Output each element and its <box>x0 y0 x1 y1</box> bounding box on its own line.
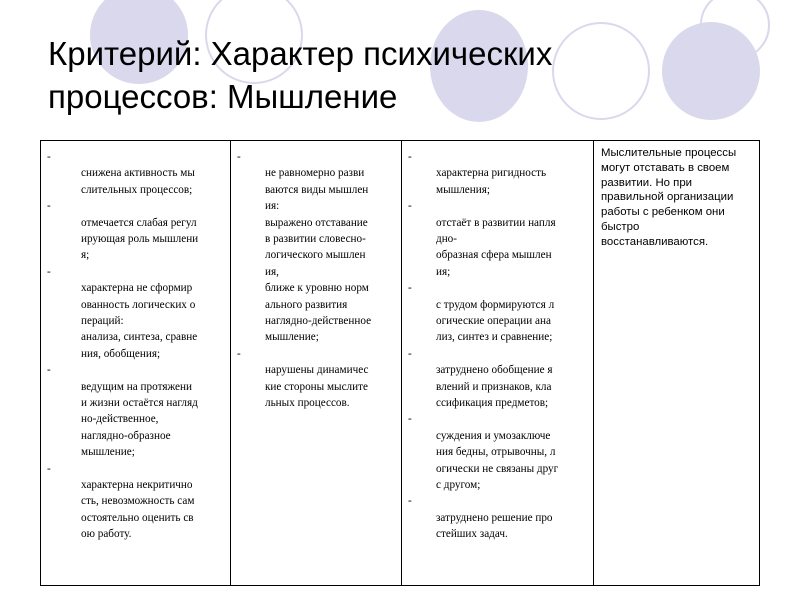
list-item <box>237 149 395 346</box>
list-item <box>47 264 224 362</box>
content-table <box>40 140 760 586</box>
list-item-text: отмечается слабая регул ирующая роль мышлени я; <box>81 216 199 262</box>
list-item-text: снижена активность мы слительных процессов; <box>81 167 195 196</box>
bullet-marker: - <box>47 151 51 163</box>
bullet-marker: - <box>408 413 412 426</box>
list-item <box>237 346 395 412</box>
bullet-marker: - <box>408 347 412 360</box>
list-item <box>408 411 587 493</box>
list-item-text: характерна ригидность мышления; <box>436 167 547 196</box>
list-item <box>47 362 224 460</box>
list-item-text: с трудом формируются л огические операции ана лиз, синтез и сравнение; <box>436 298 555 344</box>
list-item <box>47 149 224 198</box>
table-column-2 <box>231 141 402 585</box>
list-item <box>408 280 587 346</box>
list-item-text: затруднено обобщение я влений и признаков, кла ссификация предметов; <box>436 364 553 410</box>
list-item-text: отстаёт в развитии напля дно- образная сфера мышлен ия; <box>436 216 556 278</box>
bullet-marker: - <box>408 151 412 163</box>
list-item <box>408 198 587 280</box>
bullet-marker: - <box>408 200 412 213</box>
slide-title: Критерий: Характер психических процессов: Мышление <box>48 35 553 115</box>
list-item-text: ведущим на протяжени и жизни остаётся нагляд но-действенное, наглядно-образное мышление; <box>81 380 198 459</box>
bullet-marker: - <box>47 462 51 475</box>
list-item <box>47 198 224 264</box>
list-item-text: затруднено решение про стейших задач. <box>436 511 553 541</box>
bullet-marker: - <box>408 495 412 508</box>
list-item-text: нарушены динамичес кие стороны мыслите льных процессов. <box>265 364 369 410</box>
list-item-text: характерна не сформир ованность логических о пераций: анализа, синтеза, сравне ния, обобщения; <box>81 282 198 360</box>
table-column-4 <box>594 141 759 585</box>
list-item <box>408 346 587 412</box>
bullet-marker: - <box>47 200 51 213</box>
table-column-1 <box>41 141 231 585</box>
list-item-text: характерна некритично сть, невозможность сам остоятельно оценить св ою работу. <box>81 479 195 541</box>
bullet-marker: - <box>47 364 51 377</box>
list-item-text: суждения и умозаключе ния бедны, отрывочны, л огически не связаны друг с другом; <box>436 429 559 492</box>
list-item <box>408 493 587 542</box>
bullet-marker: - <box>47 265 51 278</box>
list-item-text: не равномерно разви ваются виды мышлен ия: выражено отставание в развитии словесно- логического мышлен ия, ближе к уровню норм ального развития наглядно-действенное мышление; <box>265 167 372 344</box>
table-column-3 <box>402 141 594 585</box>
bullet-marker: - <box>237 151 241 163</box>
bullet-marker: - <box>237 347 241 360</box>
list-item <box>408 149 587 198</box>
note-text: Мыслительные процессы могут отставать в своем развитии. Но при правильной организации работы с ребенком они быстро восстанавливаются. <box>601 147 737 248</box>
bullet-marker: - <box>408 282 412 295</box>
list-item <box>47 461 224 543</box>
